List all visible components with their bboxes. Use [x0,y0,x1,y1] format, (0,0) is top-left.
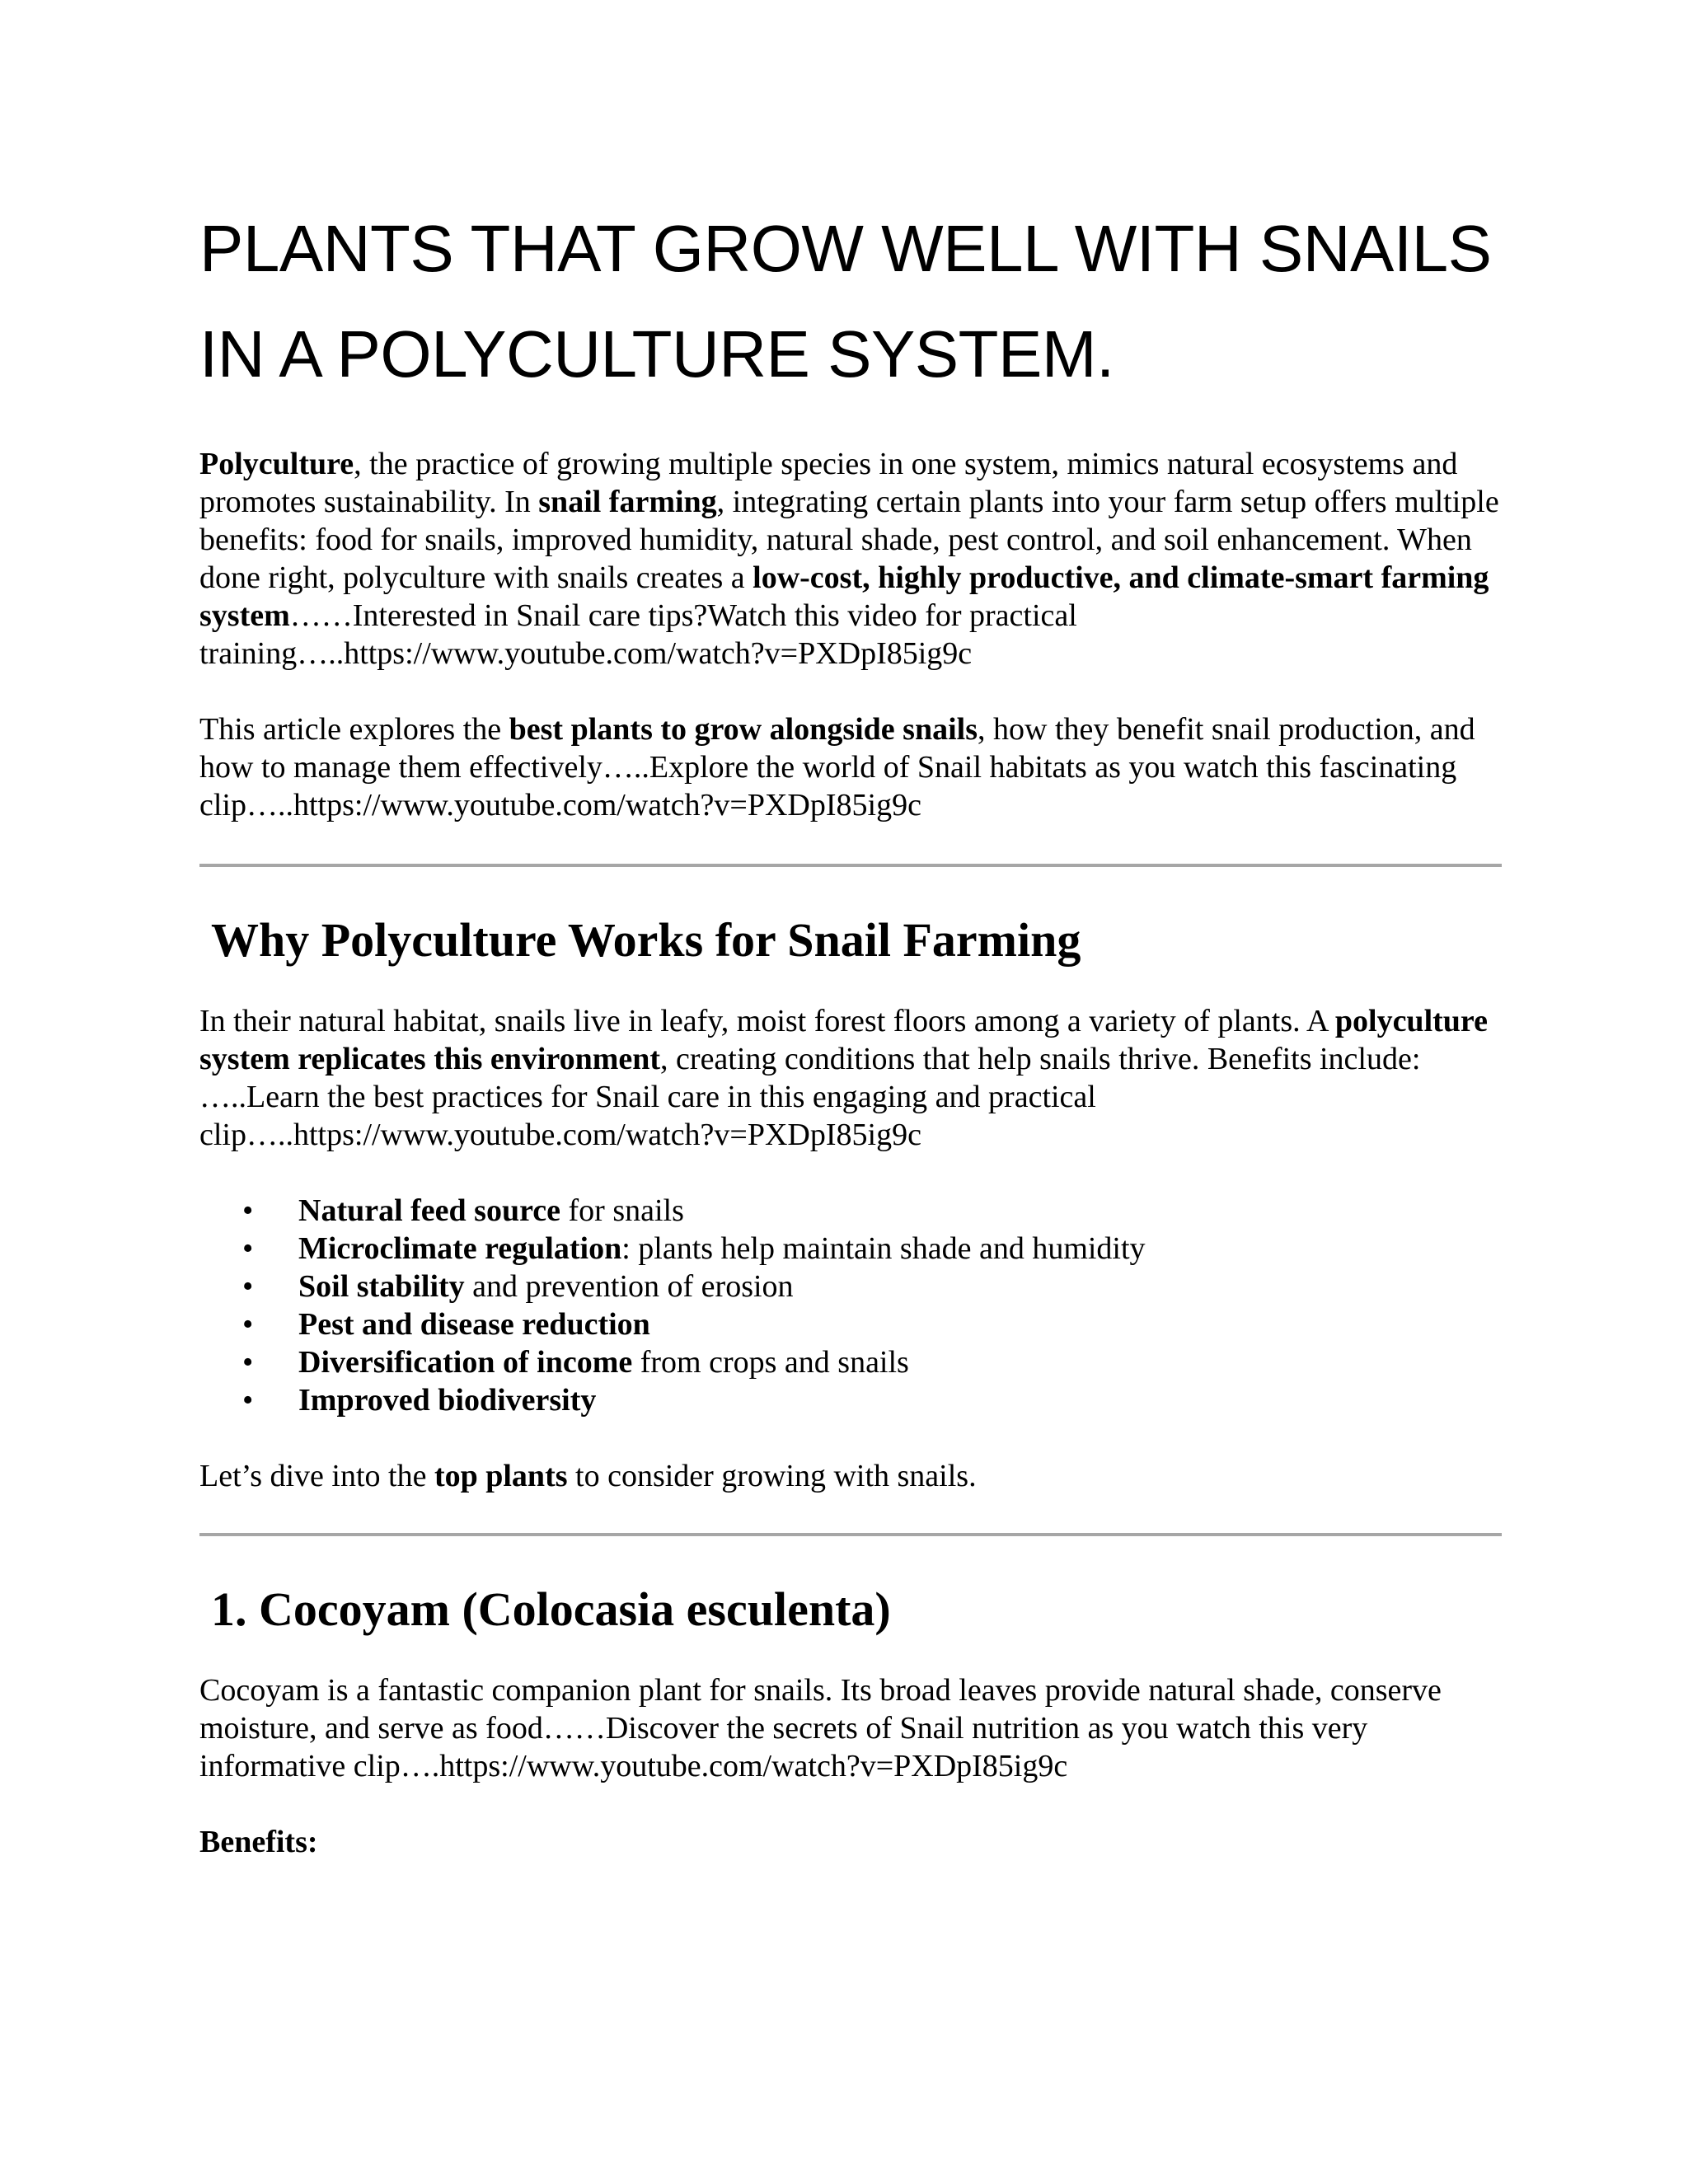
bold-text-run: low-cost, highly productive, and climate-smart farming system [199,560,1489,633]
benefits-label: Benefits: [199,1825,318,1859]
cocoyam-paragraph: Cocoyam is a fantastic companion plant for snails. Its broad leaves provide natural shade, conserve moisture, and serve as food……Discover the secrets of Snail nutrition as you watch this very informative clip….https://www.youtube.com/watch?v=PXDpI85ig9c [199,1673,1442,1783]
intro-paragraph-1 [199,445,1502,673]
document-page [199,0,1502,1861]
list-item-text: : plants help maintain shade and humidity [621,1231,1146,1266]
bold-text-run: snail farming [538,485,717,519]
list-item [199,1192,1502,1230]
list-item-bold: Natural feed source [298,1193,561,1228]
list-item-text: and prevention of erosion [464,1269,794,1304]
cocoyam-heading: 1. Cocoyam (Colocasia esculenta) [211,1582,891,1636]
list-item [199,1305,1502,1343]
list-item-text: for snails [560,1193,684,1228]
section-divider-1 [199,864,1502,867]
text-run: , the practice of growing multiple species in one system, mimics natural ecosystems and promotes sustainability. In [199,447,1458,519]
text-run: In their natural habitat, snails live in leafy, moist forest floors among a variety of plants. A [199,1004,1335,1038]
why-heading: Why Polyculture Works for Snail Farming [211,913,1081,967]
text-run: This article explores the [199,712,509,747]
list-item-bold: Soil stability [298,1269,465,1304]
list-item-bold: Pest and disease reduction [298,1307,650,1342]
text-run: ……Interested in Snail care tips?Watch this video for practical training…..https://www.youtube.com/watch?v=PXDpI85ig9c [199,598,1077,671]
intro-paragraph-2 [199,710,1502,824]
bold-text-run: Polyculture [199,447,354,481]
bold-text-run: top plants [434,1459,568,1493]
why-closing-paragraph [199,1457,1502,1495]
title-line-1: PLANTS THAT GROW WELL WITH SNAILS [199,212,1492,285]
bold-text-run: polyculture system replicates this environment [199,1004,1488,1076]
list-item-bold: Microclimate regulation [298,1231,622,1266]
list-item-bold: Improved biodiversity [298,1383,597,1418]
why-paragraph [199,1002,1502,1154]
list-item [199,1230,1502,1268]
text-run: , integrating certain plants into your farm setup offers multiple benefits: food for snails, improved humidity, natural shade, pest control, and soil enhancement. When done right, polyculture with snails creates a [199,485,1499,595]
section-divider-2 [199,1533,1502,1536]
text-run: to consider growing with snails. [567,1459,977,1493]
text-run: , creating conditions that help snails thrive. Benefits include: …..Learn the best practices for Snail care in this engaging and practical clip…..https://www.youtube.com/watch?v=PXDpI85ig9c [199,1042,1421,1152]
text-run: , how they benefit snail production, and how to manage them effectively…..Explore the world of Snail habitats as you watch this fascinating clip…..https://www.youtube.com/watch?v=PXDpI85ig9c [199,712,1475,823]
title-line-2: IN A POLYCULTURE SYSTEM. [199,317,1114,391]
bold-text-run: best plants to grow alongside snails [509,712,978,747]
list-item-text: from crops and snails [632,1345,909,1380]
list-item [199,1381,1502,1419]
benefits-list [199,1192,1502,1419]
list-item [199,1343,1502,1381]
list-item-bold: Diversification of income [298,1345,633,1380]
list-item [199,1268,1502,1305]
document-title [199,0,1502,407]
text-run: Let’s dive into the [199,1459,434,1493]
